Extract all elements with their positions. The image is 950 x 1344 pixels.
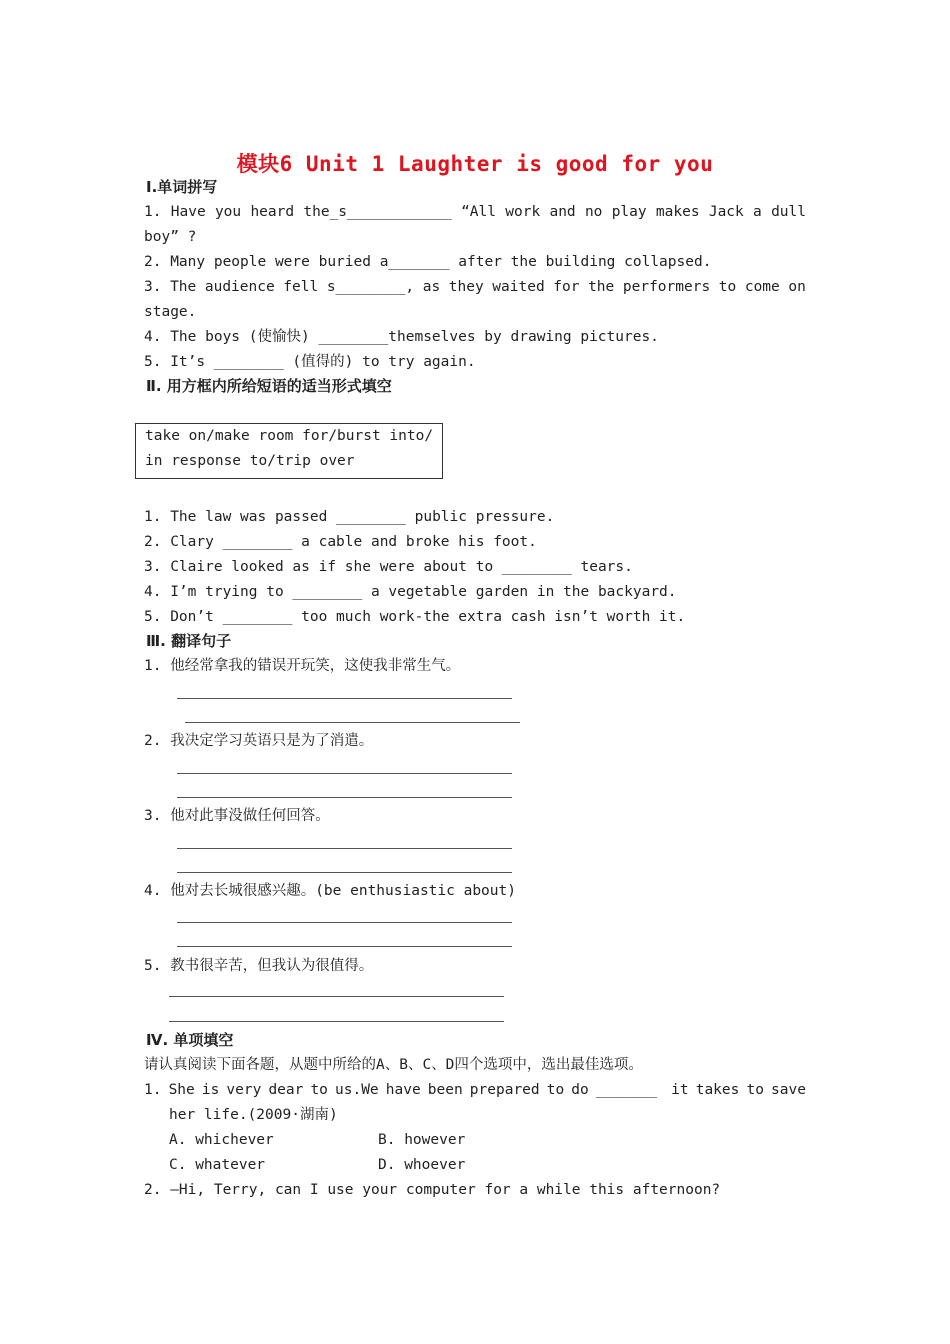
word: very <box>226 1082 262 1098</box>
word: She <box>168 1082 195 1098</box>
word: prepared <box>469 1082 540 1098</box>
answer-line <box>169 996 504 997</box>
s4-question-1-line-a <box>144 1080 806 1100</box>
word: 3. <box>144 279 162 295</box>
s2-question-3: 3. Claire looked as if she were about to ________ tears. <box>144 559 633 575</box>
word: been <box>427 1082 463 1098</box>
page-title: 模块6 Unit 1 Laughter is good for you <box>236 152 714 176</box>
answer-line <box>177 872 512 873</box>
word: dear <box>268 1082 304 1098</box>
word: dull <box>771 204 806 220</box>
word: to <box>718 279 737 295</box>
word: audience <box>204 279 275 295</box>
word: “All <box>461 204 496 220</box>
phrase-box-line-2: in response to/trip over <box>145 453 355 469</box>
word: fell <box>283 279 319 295</box>
s1-question-1-line-b: boy” ? <box>144 229 197 245</box>
s1-question-5: 5. It’s ________ (值得的) to try again. <box>144 354 476 370</box>
word: is <box>201 1082 220 1098</box>
word: it <box>671 1082 689 1098</box>
word: to <box>546 1082 565 1098</box>
word: as <box>422 279 441 295</box>
s3-question-3: 3. 他对此事没做任何回答。 <box>144 808 330 824</box>
answer-line <box>177 773 512 774</box>
section-3-heading: Ⅲ. 翻译句子 <box>146 632 232 650</box>
word: makes <box>655 204 700 220</box>
s4-intro: 请认真阅读下面各题，从题中所给的A、B、C、D四个选项中，选出最佳选项。 <box>144 1057 643 1073</box>
answer-line <box>177 848 512 849</box>
option-c: C. whatever <box>169 1157 266 1173</box>
word: no <box>584 204 603 220</box>
s3-question-2: 2. 我决定学习英语只是为了消遣。 <box>144 733 374 749</box>
s4-question-2: 2. —Hi, Terry, can I use your computer for a while this afternoon? <box>144 1182 721 1198</box>
option-d: D. whoever <box>378 1157 466 1173</box>
s1-question-3-line-b: stage. <box>144 304 197 320</box>
word: us.We <box>335 1082 379 1098</box>
word: play <box>611 204 647 220</box>
s3-question-4: 4. 他对去长城很感兴趣。(be enthusiastic about) <box>144 883 516 899</box>
answer-line <box>177 698 512 699</box>
section-1-heading: Ⅰ.单词拼写 <box>146 178 218 196</box>
option-b: B. however <box>378 1132 466 1148</box>
word: and <box>549 204 576 220</box>
word: you <box>214 204 242 220</box>
s2-question-4: 4. I’m trying to ________ a vegetable garden in the backyard. <box>144 584 677 600</box>
word: do <box>571 1082 589 1098</box>
phrase-box-line-1: take on/make room for/burst into/ <box>145 428 434 444</box>
s4-question-1-line-b: her life.(2009·湖南) <box>169 1107 338 1123</box>
s3-question-1: 1. 他经常拿我的错误开玩笑，这使我非常生气。 <box>144 658 461 674</box>
s1-question-3-line-a <box>144 277 806 297</box>
word: Jack <box>708 204 744 220</box>
word: 1. <box>144 1082 162 1098</box>
word: 1. <box>144 204 162 220</box>
word: _______ <box>595 1082 657 1098</box>
word: the_s____________ <box>303 204 452 220</box>
s2-question-2: 2. Clary ________ a cable and broke his foot. <box>144 534 537 550</box>
word: The <box>170 279 197 295</box>
word: to <box>746 1082 764 1098</box>
word: a <box>753 204 762 220</box>
word: heard <box>250 204 295 220</box>
s2-question-5: 5. Don’t ________ too much work-the extra cash isn’t worth it. <box>144 609 686 625</box>
word: Have <box>170 204 206 220</box>
s1-question-1-line-a <box>144 202 806 222</box>
word: for <box>553 279 580 295</box>
answer-line <box>177 946 512 947</box>
s3-question-5: 5. 教书很辛苦，但我认为很值得。 <box>144 958 374 974</box>
answer-line <box>177 922 512 923</box>
s1-question-2: 2. Many people were buried a_______ after the building collapsed. <box>144 254 712 270</box>
word: come <box>744 279 780 295</box>
word: the <box>588 279 615 295</box>
option-a: A. whichever <box>169 1132 274 1148</box>
word: on <box>788 279 806 295</box>
word: to <box>310 1082 328 1098</box>
word: they <box>448 279 484 295</box>
word: waited <box>492 279 545 295</box>
word: save <box>771 1082 806 1098</box>
word: have <box>385 1082 421 1098</box>
s1-question-4: 4. The boys (使愉快) ________themselves by drawing pictures. <box>144 329 659 345</box>
phrase-box <box>135 423 443 479</box>
section-4-heading: Ⅳ. 单项填空 <box>146 1031 234 1049</box>
answer-line <box>169 1021 504 1022</box>
section-2-heading: Ⅱ. 用方框内所给短语的适当形式填空 <box>146 377 392 395</box>
answer-line <box>177 797 512 798</box>
word: work <box>505 204 541 220</box>
word: takes <box>695 1082 740 1098</box>
word: performers <box>622 279 711 295</box>
answer-line <box>185 722 520 723</box>
s2-question-1: 1. The law was passed ________ public pressure. <box>144 509 555 525</box>
word: s________, <box>326 279 415 295</box>
